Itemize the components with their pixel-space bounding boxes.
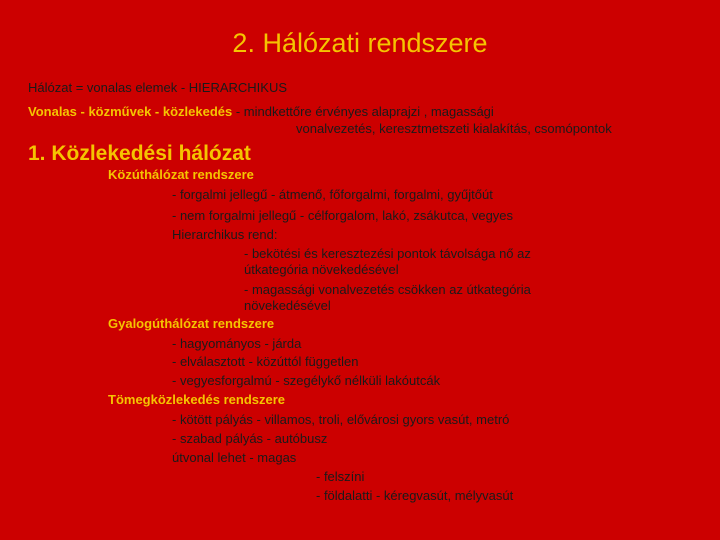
road-item: növekedésével bbox=[244, 298, 331, 313]
transit-heading: Tömegközlekedés rendszere bbox=[108, 392, 286, 407]
road-item: - nem forgalmi jellegű - célforgalom, lakó, zsákutca, vegyes bbox=[172, 208, 514, 223]
road-item: Hierarchikus rend: bbox=[172, 227, 278, 242]
pedestrian-item: - hagyományos - járda bbox=[172, 336, 302, 351]
intro-line-3: vonalvezetés, keresztmetszeti kialakítás, csomópontok bbox=[296, 121, 612, 136]
transit-item: - felszíni bbox=[316, 469, 365, 484]
section-heading: 1. Közlekedési hálózat bbox=[28, 142, 251, 165]
transit-item: útvonal lehet - magas bbox=[172, 450, 297, 465]
road-item: - forgalmi jellegű - átmenő, főforgalmi, forgalmi, gyűjtőút bbox=[172, 187, 493, 202]
road-item: útkategória növekedésével bbox=[244, 262, 399, 277]
intro-line-2 bbox=[28, 104, 494, 120]
intro-line-2-rest: - mindkettőre érvényes alaprajzi , magassági bbox=[232, 104, 494, 119]
pedestrian-item: - vegyesforgalmú - szegélykő nélküli lakóutcák bbox=[172, 373, 441, 388]
road-item: - bekötési és keresztezési pontok távolsága nő az bbox=[244, 246, 531, 261]
transit-item: - kötött pályás - villamos, troli, elővárosi gyors vasút, metró bbox=[172, 412, 510, 427]
pedestrian-item: - elválasztott - közúttól független bbox=[172, 354, 359, 369]
road-item: - magassági vonalvezetés csökken az útkategória bbox=[244, 282, 531, 297]
transit-item: - szabad pályás - autóbusz bbox=[172, 431, 328, 446]
intro-line-2-bold: Vonalas - közművek - közlekedés bbox=[28, 104, 233, 119]
road-heading: Közúthálózat rendszere bbox=[108, 167, 254, 182]
transit-item: - földalatti - kéregvasút, mélyvasút bbox=[316, 488, 514, 503]
slide-title: 2. Hálózati rendszere bbox=[232, 28, 488, 58]
pedestrian-heading: Gyalogúthálózat rendszere bbox=[108, 316, 275, 331]
intro-line-1: Hálózat = vonalas elemek - HIERARCHIKUS bbox=[28, 80, 288, 95]
